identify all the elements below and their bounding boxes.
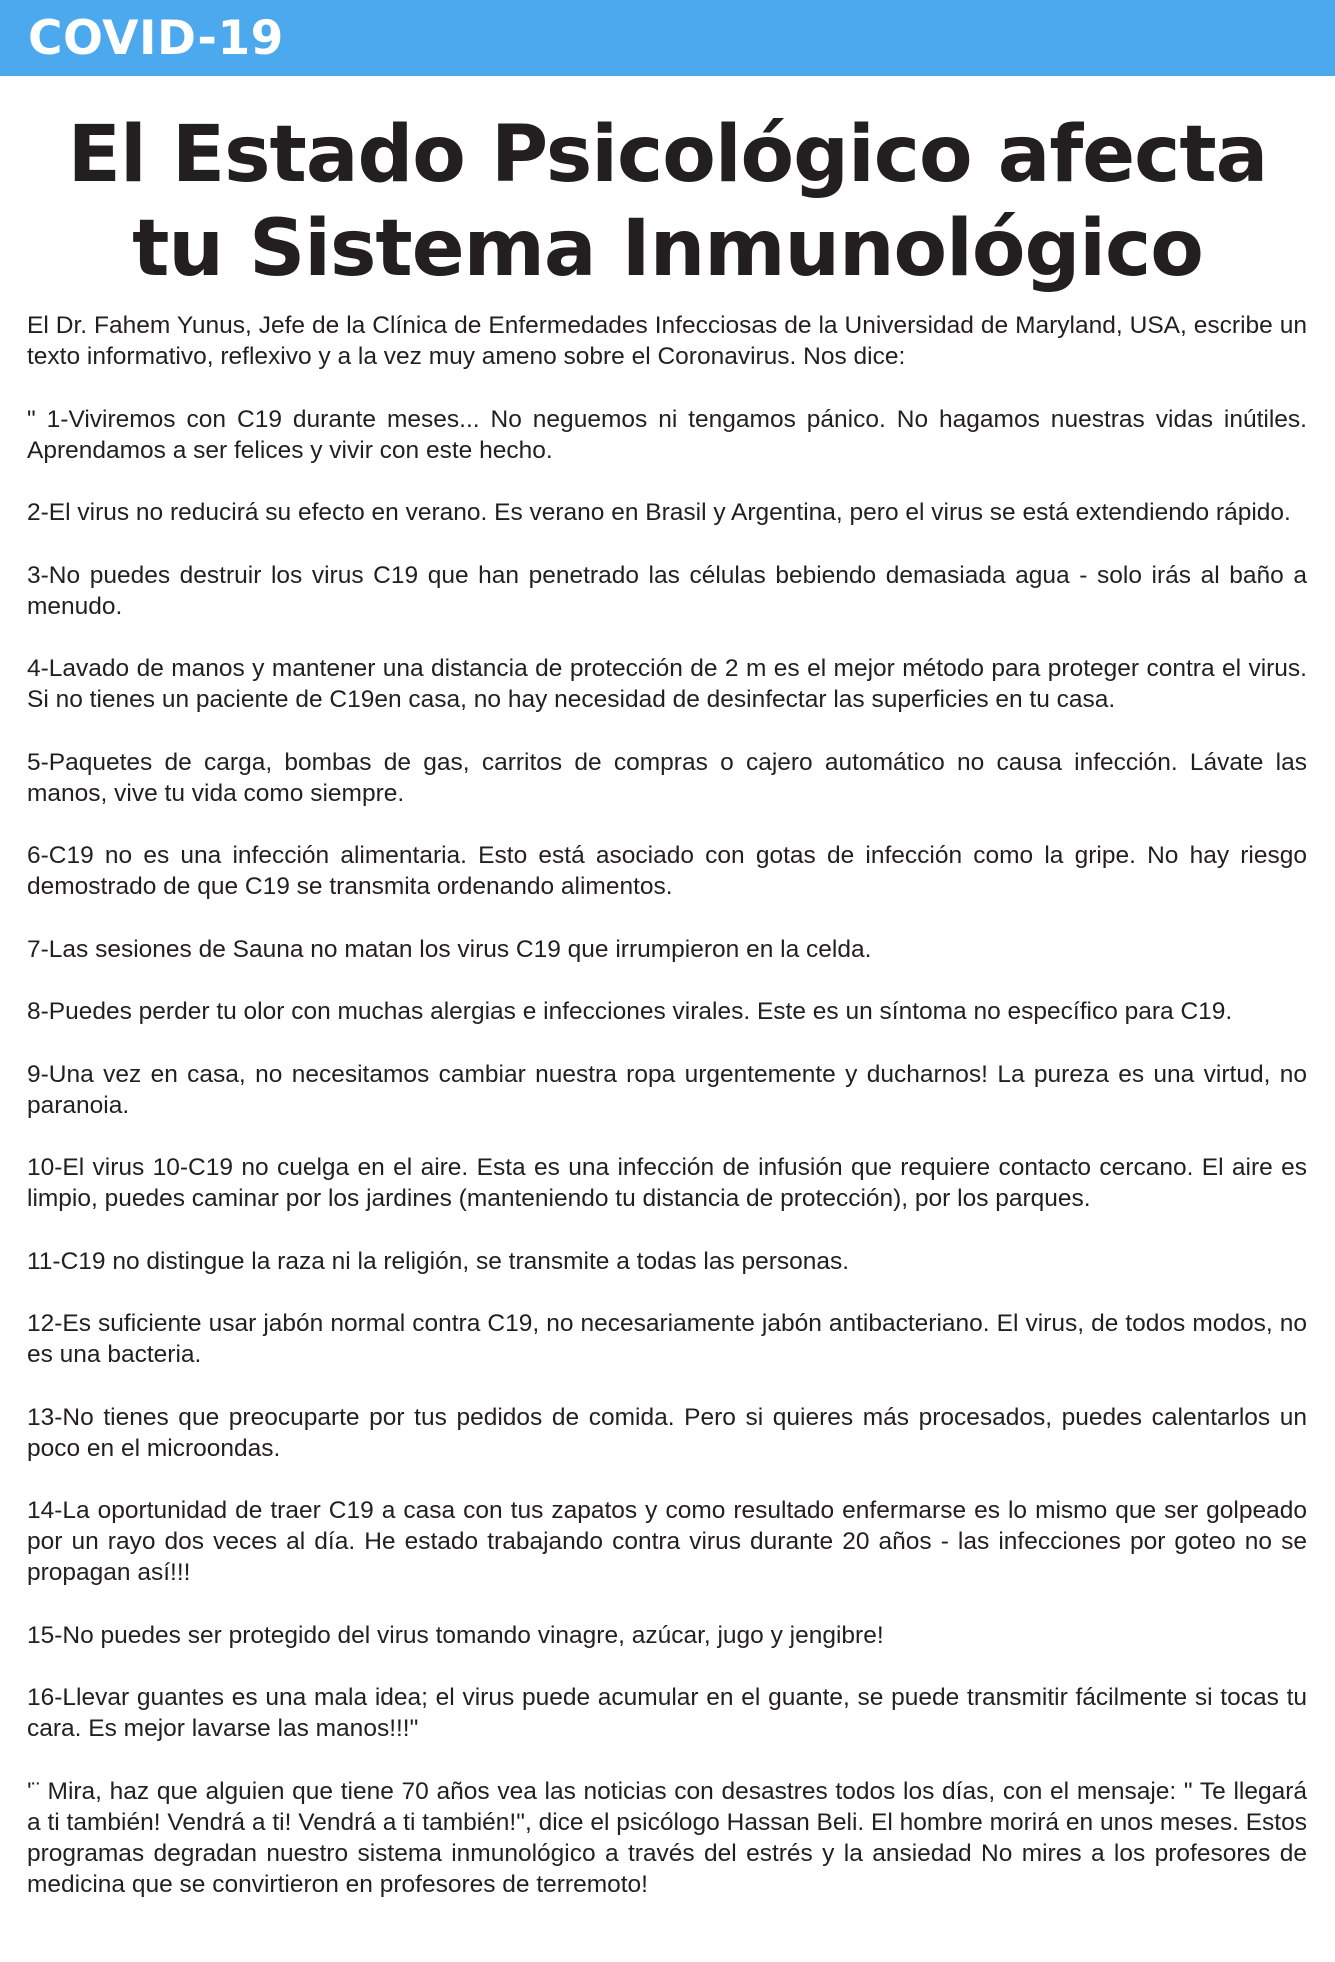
paragraph-item-4: 4-Lavado de manos y mantener una distancia de protección de 2 m es el mejor método para proteger contra el virus. Si no tienes un paciente de C19en casa, no hay necesidad de desinfectar las superficies en tu casa. — [27, 655, 1307, 713]
paragraph-item-3: 3-No puedes destruir los virus C19 que han penetrado las células bebiendo demasiada agua - solo irás al baño a menudo. — [27, 561, 1307, 620]
paragraph-item-16: 16-Llevar guantes es una mala idea; el virus puede acumular en el guante, se puede transmitir fácilmente si tocas tu cara. Es mejor lavarse las manos!!!" — [27, 1684, 1307, 1742]
paragraph-item-2: 2-El virus no reducirá su efecto en verano. Es verano en Brasil y Argentina, pero el virus se está extendiendo rápido. — [27, 499, 1291, 526]
article-body — [27, 310, 1307, 1931]
paragraph-item-13: 13-No tienes que preocuparte por tus pedidos de comida. Pero si quieres más procesados, puedes calentarlos un poco en el microondas. — [27, 1403, 1307, 1462]
page-title — [0, 108, 1335, 296]
paragraph-item-5: 5-Paquetes de carga, bombas de gas, carritos de compras o cajero automático no causa infección. Lávate las manos, vive tu vida como siempre. — [27, 748, 1307, 807]
paragraph-item-6: 6-C19 no es una infección alimentaria. Esto está asociado con gotas de infección como la gripe. No hay riesgo demostrado de que C19 se transmita ordenando alimentos. — [27, 842, 1307, 900]
banner-label: COVID-19 — [28, 11, 284, 66]
title-line-2: tu Sistema Inmunológico — [132, 204, 1203, 294]
paragraph-closing: '¨ Mira, haz que alguien que tiene 70 años vea las noticias con desastres todos los días, con el mensaje: " Te llegará a ti también! Vendrá a ti! Vendrá a ti también!", dice el psicólogo Hassan Beli. El hombre morirá en unos meses. Estos programas degradan nuestro sistema inmunológico a través del estrés y la ansiedad No mires a los profesores de medicina que se convirtieron en profesores de terremoto! — [27, 1777, 1307, 1898]
paragraph-item-11: 11-C19 no distingue la raza ni la religión, se transmite a todas las personas. — [27, 1247, 850, 1275]
paragraph-item-12: 12-Es suficiente usar jabón normal contra C19, no necesariamente jabón antibacteriano. El virus, de todos modos, no es una bacteria. — [27, 1310, 1307, 1368]
paragraph-item-15: 15-No puedes ser protegido del virus tomando vinagre, azúcar, jugo y jengibre! — [27, 1621, 884, 1649]
paragraph-item-7: 7-Las sesiones de Sauna no matan los virus C19 que irrumpieron en la celda. — [27, 935, 872, 963]
title-line-1: El Estado Psicológico afecta — [67, 110, 1268, 200]
header-banner — [0, 0, 1335, 76]
paragraph-item-14: 14-La oportunidad de traer C19 a casa con tus zapatos y como resultado enfermarse es lo mismo que ser golpeado por un rayo dos veces al día. He estado trabajando contra virus durante 20 años - las infecciones por goteo no se propagan así!!! — [27, 1497, 1307, 1586]
paragraph-item-10: 10-El virus 10-C19 no cuelga en el aire. Esta es una infección de infusión que requiere contacto cercano. El aire es limpio, puedes caminar por los jardines (manteniendo tu distancia de protección), por los parques. — [27, 1154, 1307, 1212]
paragraph-item-8: 8-Puedes perder tu olor con muchas alergias e infecciones virales. Este es un síntoma no específico para C19. — [27, 998, 1233, 1025]
paragraph-item-9: 9-Una vez en casa, no necesitamos cambiar nuestra ropa urgentemente y ducharnos! La pureza es una virtud, no paranoia. — [27, 1060, 1307, 1119]
paragraph-item-1: " 1-Viviremos con C19 durante meses... No neguemos ni tengamos pánico. No hagamos nuestras vidas inútiles. Aprendamos a ser felices y vivir con este hecho. — [27, 405, 1307, 464]
paragraph-intro: El Dr. Fahem Yunus, Jefe de la Clínica de Enfermedades Infecciosas de la Universidad de Maryland, USA, escribe un texto informativo, reflexivo y a la vez muy ameno sobre el Coronavirus. Nos dice: — [27, 312, 1307, 370]
